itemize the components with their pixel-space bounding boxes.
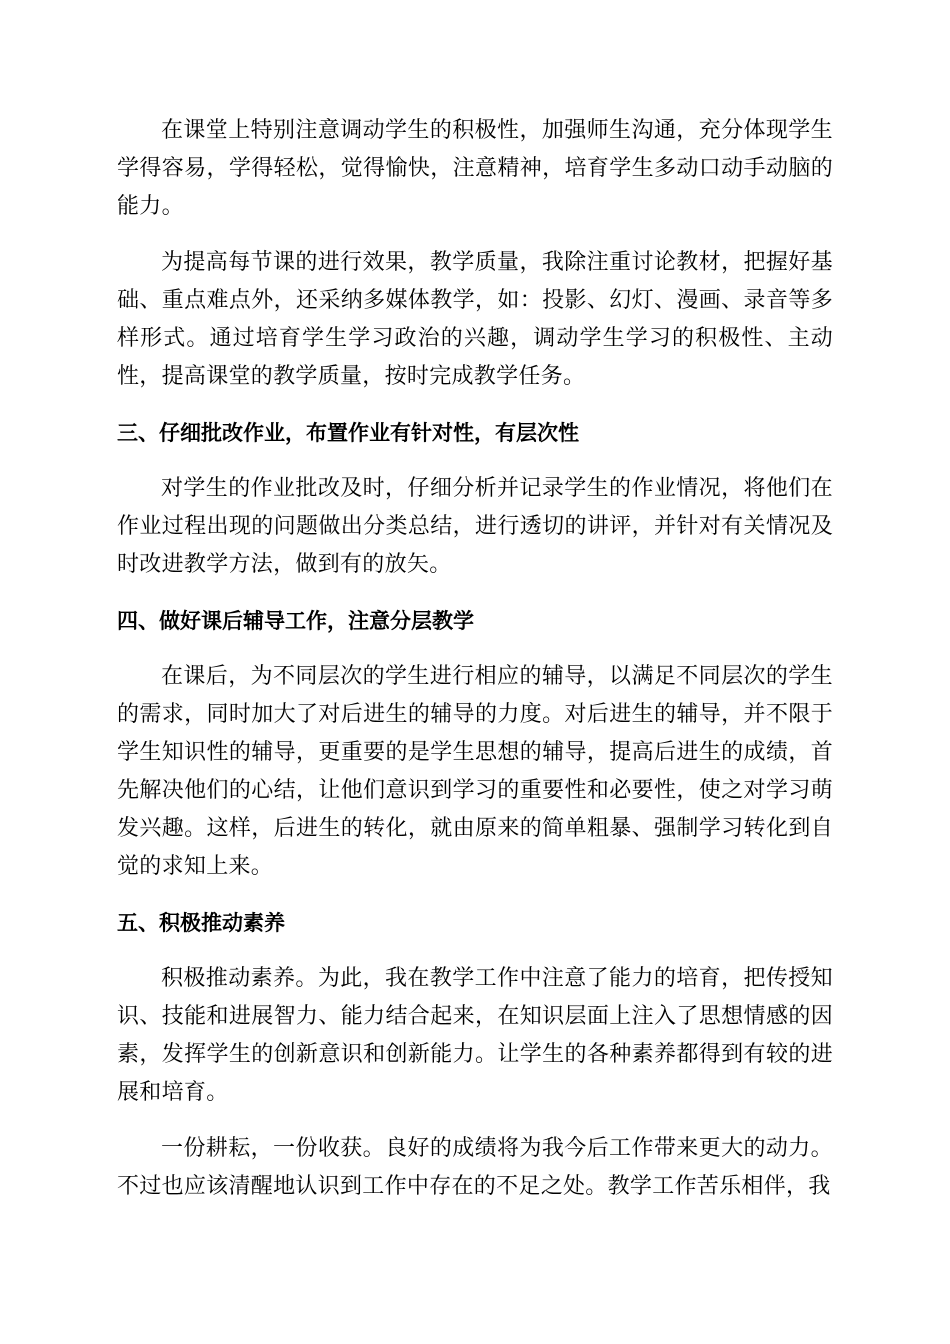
paragraph-classroom-engagement: 在课堂上特别注意调动学生的积极性，加强师生沟通，充分体现学生学得容易，学得轻松，觉得愉快，注意精神，培育学生多动口动手动脑的能力。 [117, 118, 833, 219]
paragraph-teaching-quality: 为提高每节课的进行效果，教学质量，我除注重讨论教材，把握好基础、重点难点外，还采纳多媒体教学，如：投影、幻灯、漫画、录音等多样形式。通过培育学生学习政治的兴趣，调动学生学习的积极性、主动性，提高课堂的教学质量，按时完成教学任务。 [117, 250, 833, 389]
paragraph-homework: 对学生的作业批改及时，仔细分析并记录学生的作业情况，将他们在作业过程出现的问题做出分类总结，进行透切的讲评，并针对有关情况及时改进教学方法，做到有的放矢。 [117, 476, 833, 577]
paragraph-tutoring: 在课后，为不同层次的学生进行相应的辅导，以满足不同层次的学生的需求，同时加大了对后进生的辅导的力度。对后进生的辅导，并不限于学生知识性的辅导，更重要的是学生思想的辅导，提高后进生的成绩，首先解决他们的心结，让他们意识到学习的重要性和必要性，使之对学习萌发兴趣。这样，后进生的转化，就由原来的简单粗暴、强制学习转化到自觉的求知上来。 [117, 664, 833, 879]
document-body [117, 112, 833, 1224]
paragraph-conclusion: 一份耕耘，一份收获。良好的成绩将为我今后工作带来更大的动力。不过也应该清醒地认识到工作中存在的不足之处。教学工作苦乐相伴，我 [117, 1136, 833, 1199]
paragraph-literacy: 积极推动素养。为此，我在教学工作中注意了能力的培育，把传授知识、技能和进展智力、能力结合起来，在知识层面上注入了思想情感的因素，发挥学生的创新意识和创新能力。让学生的各种素养都得到有较的进展和培育。 [117, 966, 833, 1105]
section-heading-literacy: 五、积极推动素养 [117, 911, 285, 935]
section-heading-homework: 三、仔细批改作业，布置作业有针对性，有层次性 [117, 421, 579, 445]
section-heading-tutoring: 四、做好课后辅导工作，注意分层教学 [117, 609, 474, 633]
